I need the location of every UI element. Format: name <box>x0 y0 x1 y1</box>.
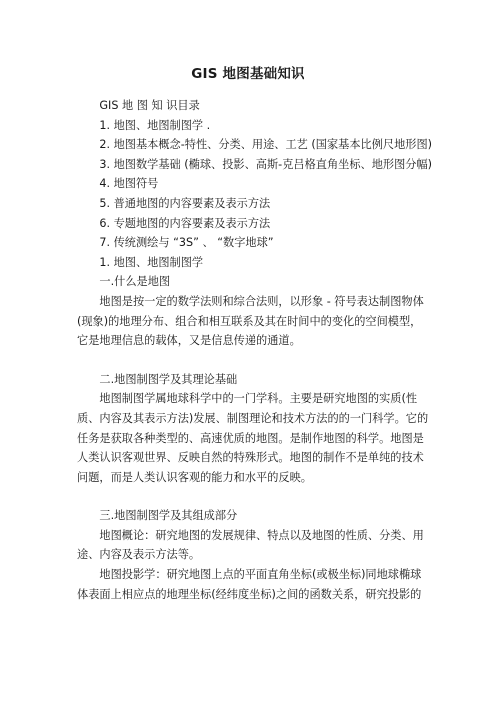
subsection-heading: 一.什么是地图 <box>99 275 171 289</box>
paragraph: 地图投影学：研究地图上点的平面直角坐标(或极坐标)同地球椭球体表面上相应点的地理坐标(经纬度坐标)之间的函数关系，研究投影的 <box>77 568 422 601</box>
paragraph: 地图制图学属地球科学中的一门学科。主要是研究地图的实质(性质、内容及其表示方法)发展、制图理论和技术方法的的一门科学。它的任务是获取各种类型的、高速优质的地图。是制作地图的科学。地图是人类认识客观世界、反映自然的特殊形式。地图的制作不是单纯的技术问题，而是人类认识客观的能力和水平的反映。 <box>77 392 429 484</box>
toc-item: 6. 专题地图的内容要素及表示方法 <box>99 216 271 230</box>
subsection-heading: 二.地图制图学及其理论基础 <box>99 372 238 386</box>
toc-item: 5. 普通地图的内容要素及表示方法 <box>99 196 271 210</box>
document-body <box>77 96 432 604</box>
spacer <box>77 487 432 506</box>
toc-heading: GIS 地 图 知 识目录 <box>99 99 200 112</box>
toc-item: 7. 传统测绘与 “3S” 、 “数字地球” <box>99 236 274 250</box>
toc-item: 2. 地图基本概念-特性、分类、用途、工艺 (国家基本比例尺地形图) <box>99 138 433 152</box>
paragraph: 地图是按一定的数学法则和综合法则，以形象 - 符号表达制图物体(现象)的地理分布、组合和相互联系及其在时间中的变化的空间模型，它是地理信息的载体，又是信息传递的通道。 <box>77 294 424 348</box>
toc-item: 1. 地图、地图制图学 . <box>99 118 211 132</box>
toc-item: 4. 地图符号 <box>99 177 159 191</box>
section-heading: 1. 地图、地图制图学 <box>99 255 204 269</box>
page-title: GIS 地图基础知识 <box>191 66 305 82</box>
toc-item: 3. 地图数学基础 (椭球、投影、高斯-克吕格直角坐标、地形图分幅) <box>99 157 433 171</box>
spacer <box>77 351 432 370</box>
subsection-heading: 三.地图制图学及其组成部分 <box>99 509 238 523</box>
paragraph: 地图概论：研究地图的发展规律、特点以及地图的性质、分类、用途、内容及表示方法等。 <box>77 528 424 562</box>
